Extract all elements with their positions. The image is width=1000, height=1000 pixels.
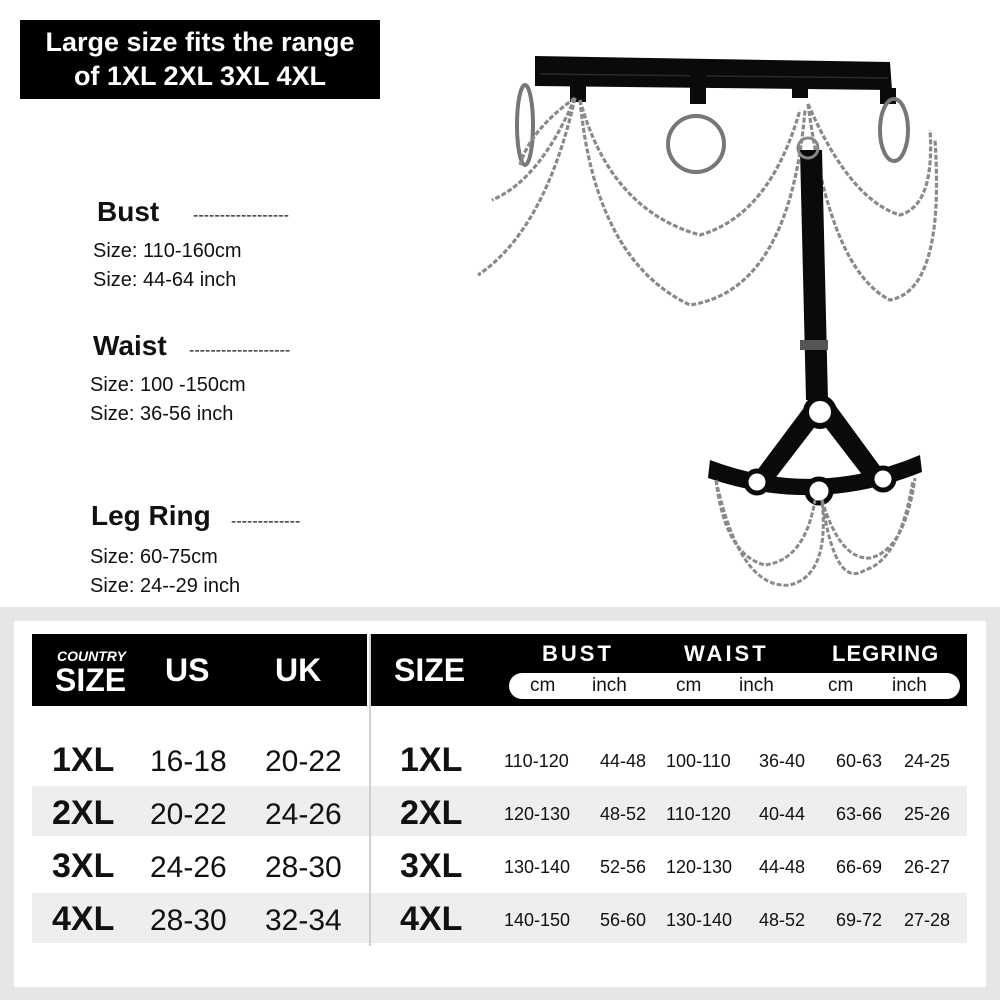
- leg-ring: [872, 468, 894, 490]
- right-row-1-leg-inch: 24-25: [904, 751, 951, 771]
- belt-loop: [792, 84, 808, 98]
- right-row-2-leg-inch: 25-26: [904, 804, 951, 824]
- right-row-1-size: 1XL: [400, 741, 463, 779]
- left-row-1-uk: 20-22: [265, 745, 342, 778]
- left-row-2-us: 20-22: [150, 798, 227, 831]
- right-row-1-bust-cm: 110-120: [504, 751, 569, 771]
- left-row-4-us: 28-30: [150, 904, 227, 937]
- left-row-2-uk: 24-26: [265, 798, 342, 831]
- leg-ring-title: Leg Ring: [91, 500, 211, 531]
- bust-size-cm: Size: 110-160cm: [93, 240, 242, 262]
- header-legring: LEGRING: [832, 641, 940, 666]
- harness-product-image: [440, 30, 980, 610]
- banner-line-1: Large size fits the range: [45, 27, 355, 57]
- waist-size-inch: Size: 36-56 inch: [90, 403, 234, 425]
- bust-dashes: ------------------: [193, 207, 289, 224]
- leg-ring-size-cm: Size: 60-75cm: [90, 546, 218, 568]
- right-row-3-leg-cm: 66-69: [836, 857, 883, 877]
- right-row-2-waist-inch: 40-44: [759, 804, 806, 824]
- leg-ring-size-inch: Size: 24--29 inch: [90, 575, 241, 597]
- upper-chains: [478, 98, 937, 305]
- waist-dashes: -------------------: [189, 342, 291, 359]
- right-row-1-waist-inch: 36-40: [759, 751, 806, 771]
- right-row-2-bust-cm: 120-130: [504, 804, 571, 824]
- left-row-2-size: 2XL: [52, 794, 115, 832]
- right-row-3-bust-cm: 130-140: [504, 857, 571, 877]
- leg-ring: [746, 471, 768, 493]
- right-row-1-bust-inch: 44-48: [600, 751, 647, 771]
- header-size-right: SIZE: [394, 652, 466, 688]
- size-range-banner: [20, 20, 380, 99]
- leg-ring: [807, 479, 831, 503]
- right-row-2-bust-inch: 48-52: [600, 804, 647, 824]
- o-ring: [668, 116, 724, 172]
- strap-adjuster: [800, 340, 828, 350]
- header-uk: UK: [275, 652, 322, 688]
- right-row-2-size: 2XL: [400, 794, 463, 832]
- header-size-left: SIZE: [55, 662, 127, 698]
- leg-ring-dashes: -------------: [231, 513, 301, 530]
- right-row-3-waist-cm: 120-130: [666, 857, 733, 877]
- right-row-4-size: 4XL: [400, 900, 463, 938]
- left-row-3-size: 3XL: [52, 847, 115, 885]
- right-row-4-waist-inch: 48-52: [759, 910, 806, 930]
- right-row-2-leg-cm: 63-66: [836, 804, 883, 824]
- banner-line-2: of 1XL 2XL 3XL 4XL: [73, 61, 327, 91]
- left-row-3-uk: 28-30: [265, 851, 342, 884]
- waist-size-cm: Size: 100 -150cm: [90, 374, 246, 396]
- right-row-3-bust-inch: 52-56: [600, 857, 647, 877]
- o-ring: [880, 99, 908, 161]
- header-country: COUNTRY: [57, 648, 126, 664]
- header-bust: BUST: [542, 641, 614, 666]
- right-row-3-size: 3XL: [400, 847, 463, 885]
- table-divider: [369, 634, 371, 946]
- left-row-1-size: 1XL: [52, 741, 115, 779]
- right-row-1-leg-cm: 60-63: [836, 751, 883, 771]
- left-row-1-us: 16-18: [150, 745, 227, 778]
- unit-bust-cm: cm: [530, 675, 556, 696]
- header-us: US: [165, 652, 210, 688]
- left-row-3-us: 24-26: [150, 851, 227, 884]
- o-ring: [517, 85, 533, 165]
- unit-waist-cm: cm: [676, 675, 702, 696]
- right-row-4-waist-cm: 130-140: [666, 910, 733, 930]
- right-row-1-waist-cm: 100-110: [666, 751, 731, 771]
- header-waist: WAIST: [684, 641, 769, 666]
- waist-band: [535, 56, 892, 90]
- waist-title: Waist: [93, 330, 167, 361]
- left-row-4-size: 4XL: [52, 900, 115, 938]
- unit-legring-inch: inch: [892, 675, 927, 696]
- right-row-3-waist-inch: 44-48: [759, 857, 806, 877]
- right-row-4-leg-cm: 69-72: [836, 910, 883, 930]
- bust-title: Bust: [97, 196, 160, 227]
- bust-size-inch: Size: 44-64 inch: [93, 269, 237, 291]
- unit-legring-cm: cm: [828, 675, 854, 696]
- unit-waist-inch: inch: [739, 675, 774, 696]
- right-row-3-leg-inch: 26-27: [904, 857, 951, 877]
- right-row-4-leg-inch: 27-28: [904, 910, 951, 930]
- left-row-4-uk: 32-34: [265, 904, 342, 937]
- unit-bust-inch: inch: [592, 675, 627, 696]
- belt-loop: [690, 74, 706, 104]
- right-row-4-bust-cm: 140-150: [504, 910, 571, 930]
- right-row-2-waist-cm: 110-120: [666, 804, 731, 824]
- right-row-4-bust-inch: 56-60: [600, 910, 647, 930]
